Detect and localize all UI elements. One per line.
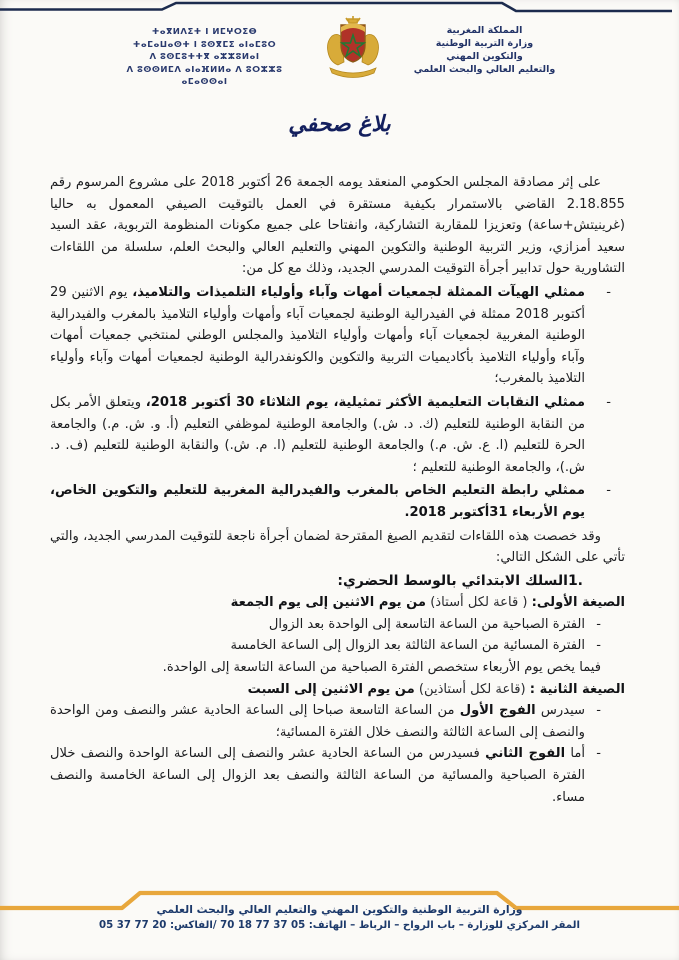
meeting-detail-text: يوم الاثنين 29 أكتوبر 2018 ممثلة في الفيدرالية الوطنية لجمعيات آباء وأمهات وأولياء التلاميذ بالمغرب والفيدرالية الوطنية المغربية لجمعيات آباء وأمهات وأولياء التلاميذ والمجلس الوطني لمنتخبي جمعيات أمهات وآباء وأولياء التلاميذ بأكاديميات التربية والتكوين والكونفدرالية الوطنية لجمعيات أمهات وآباء وأولياء التلاميذ بالمغرب؛ [50, 284, 585, 387]
moroccan-coat-of-arms-icon [324, 16, 382, 82]
format-1-periods-list [50, 614, 585, 657]
footer [0, 903, 679, 931]
group-1-name: الفوج الأول [459, 703, 536, 719]
format-1-label: الصيغة الأولى: [531, 595, 625, 611]
format-1-note: ( قاعة لكل أستاذ) [426, 595, 532, 611]
section-1-heading [50, 571, 583, 593]
letterhead [0, 16, 679, 89]
footer-phone-number: 70 18 77 37 05 [220, 920, 306, 931]
format-2-note: (قاعة لكل أستاذين) [414, 681, 530, 697]
ministry-line-2: والتكوين المهني [446, 51, 523, 62]
list-item-parents-associations [50, 282, 585, 390]
purpose-paragraph: وقد خصصت هذه اللقاءات لتقديم الصيغ المقترحة لضمان أجرأة ناجعة للتوقيت المدرسي الجديد، والتي تأتي على الشكل التالي: [50, 528, 625, 566]
format-2-label: الصيغة الثانية : [529, 681, 625, 697]
ministry-name-tifinagh [120, 26, 290, 89]
list-item-private-education [50, 480, 585, 523]
ministry-name-arabic [410, 24, 560, 76]
group-post-text: فسيدرس من الساعة الحادية عشر والنصف إلى الساعة الواحدة والنصف خلال الفترة الصباحية والمسائية من الساعة الثالثة والنصف بعد الزوال إلى الساعة الخامسة والنصف مساء. [50, 746, 585, 805]
footer-fax-number: 05 37 77 20 [99, 920, 167, 931]
list-item-teacher-unions [50, 392, 585, 478]
ministry-line-1: وزارة التربية الوطنية [435, 38, 534, 49]
format-1-range: من يوم الاثنين إلى يوم الجمعة [230, 595, 427, 611]
footer-fax-label: /الفاكس: [166, 920, 221, 931]
format-2-range: من يوم الاثنين إلى السبت [247, 681, 415, 697]
ministry-line-3: والتعليم العالي والبحث العلمي [413, 64, 556, 75]
meeting-bold-text: ممثلي الهيآت الممثلة لجمعيات أمهات وآباء وأولياء التلميذات والتلاميذ، [132, 284, 585, 300]
top-decorative-rule [0, 0, 679, 16]
evening-period-item: - الفترة المسائية من الساعة الثالثة بعد الزوال إلى الساعة الخامسة [50, 635, 585, 657]
tifinagh-line-2: ⵜⴰⵎⴰⵡⴰⵙⵜ ⵏ ⵓⵙⴳⵎⵉ ⴰⵏⴰⵎⵓⵔ [132, 39, 277, 50]
tifinagh-line-3: ⴷ ⵓⵙⵎⵓⵜⵜⴳ ⴰⵣⵣⵓⵍⴰⵏ [149, 52, 260, 62]
document-body [50, 172, 625, 808]
footer-ministry-name: وزارة التربية الوطنية والتكوين المهني والتعليم العالي والبحث العلمي [156, 903, 523, 916]
kingdom-line: المملكة المغربية [446, 25, 523, 36]
group-pre-text: أما [565, 746, 585, 762]
document-title: بلاغ صحفي [288, 112, 391, 137]
format-1-line [50, 592, 625, 614]
group-2-schedule-item [50, 743, 585, 808]
meeting-detail-text: ويتعلق الأمر بكل من النقابة الوطنية للتعليم (ك. د. ش.) والجامعة الوطنية لموظفي التعليم (أ. و. ش. م.) والجامعة الحرة للتعليم (ا. ع. ش. م.) والجامعة الوطنية للتعليم (ا. م. ش.) والنقابة الوطنية للتعليم (ف. د. ش.)، والجامعة الوطنية للتعليم ؛ [50, 394, 585, 475]
group-2-name: الفوج الثاني [485, 746, 566, 762]
group-pre-text: سيدرس [535, 703, 585, 719]
tifinagh-line-4: ⴷ ⵓⵙⵙⵍⵎⴷ ⴰⵏⴰⴼⵍⵍⴰ ⴷ ⵓⵔⵣⵣⵓ ⴰⵎⴰⵙⵙⴰⵏ [126, 64, 283, 87]
section-heading-text: السلك الابتدائي بالوسط الحضري: [337, 572, 568, 589]
format-2-groups-list [50, 700, 585, 808]
meeting-bold-text: ممثلي النقابات التعليمية الأكثر تمثيلية، يوم الثلاثاء 30 أكتوبر 2018، [145, 394, 585, 410]
meeting-bold-text: ممثلي رابطة التعليم الخاص بالمغرب والفيدرالية المغربية للتعليم والتكوين الخاص، يوم الأربعاء 31أكتوبر 2018. [50, 483, 585, 520]
group-post-text: من الساعة التاسعة صباحا إلى الساعة الحادية عشر والنصف ومن الواحدة والنصف إلى الساعة الثالثة والنصف خلال الفترة المسائية؛ [50, 703, 585, 740]
tifinagh-line-1: ⵜⴰⴳⵍⴷⵉⵜ ⵏ ⵍⵎⵖⵔⵉⴱ [151, 27, 258, 37]
section-number: 1. [567, 572, 583, 589]
morning-period-item: - الفترة الصباحية من الساعة التاسعة إلى الواحدة بعد الزوال [50, 614, 585, 636]
intro-paragraph: على إثر مصادقة المجلس الحكومي المنعقد يومه الجمعة 26 أكتوبر 2018 على مشروع المرسوم رقم 2.18.855 القاضي بالاستمرار بكيفية مستقرة في العمل بالتوقيت الصيفي المعمول به حاليا (غرينيتش+ساعة) وتعزيزا للمقاربة التشاركية، وانفتاحا على جميع مكونات المنظومة التربوية، عقد السيد سعيد أمزازي، وزير التربية الوطنية والتكوين المهني والتعليم العالي والبحث العلم، سلسلة من اللقاءات التشاورية حول تدابير أجرأة التوقيت المدرسي الجديد، وذلك مع كل من: [50, 175, 625, 277]
footer-address-text: المقر المركزي للوزارة – باب الرواح – الرباط – الهاتف: [305, 920, 580, 931]
consultation-meetings-list [50, 282, 585, 524]
wednesday-note: فيما يخص يوم الأربعاء ستخصص الفترة الصباحية من الساعة التاسعة إلى الواحدة. [162, 660, 601, 676]
footer-address-contact [0, 920, 679, 931]
group-1-schedule-item [50, 700, 585, 743]
format-2-line [50, 679, 625, 701]
